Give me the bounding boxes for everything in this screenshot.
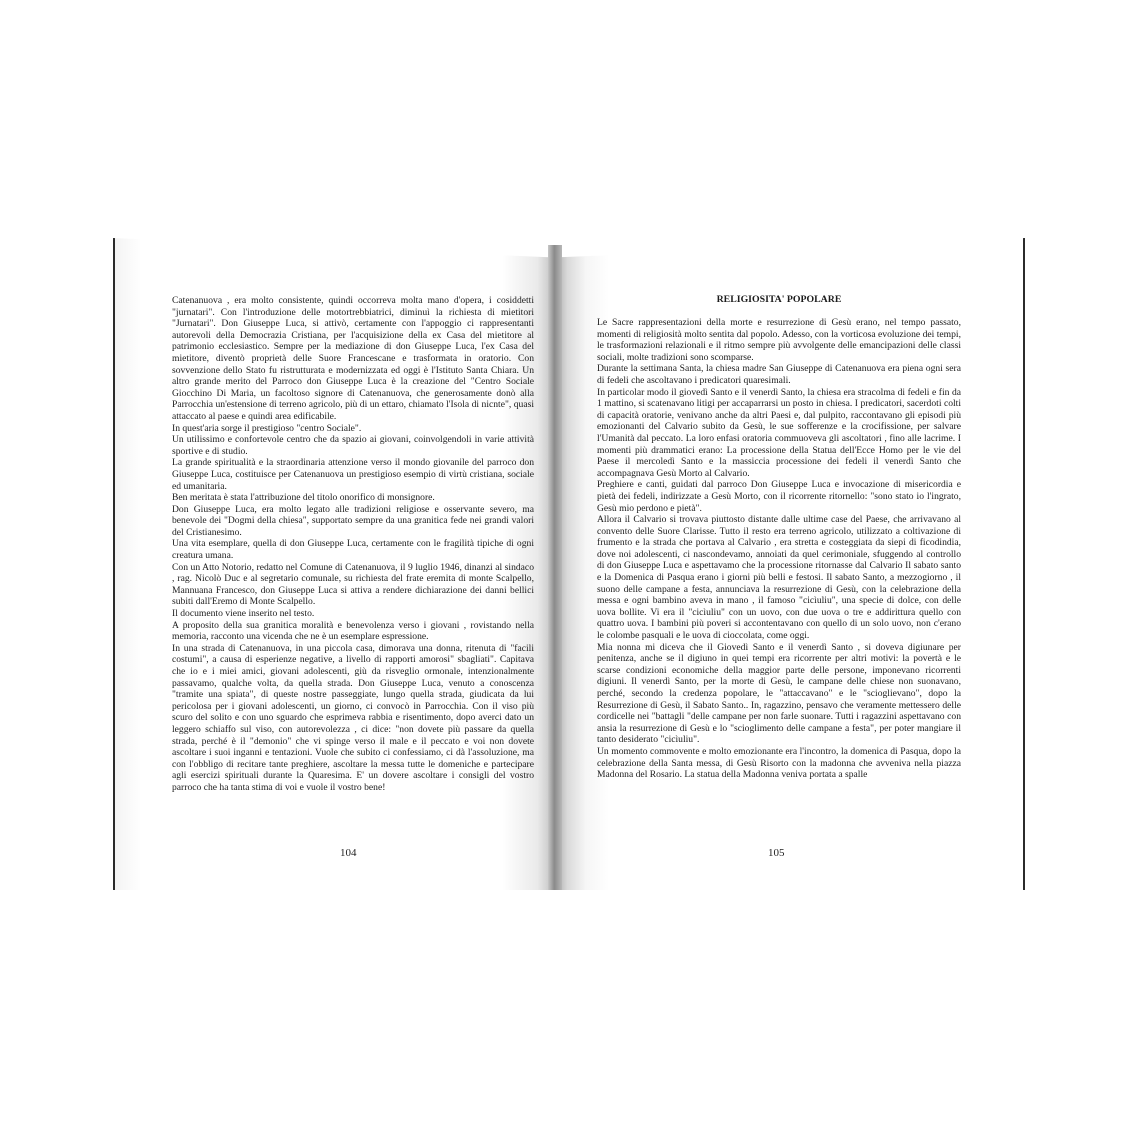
paragraph: Le Sacre rappresentazioni della morte e resurrezione di Gesù erano, nel tempo passato, momenti di religiosità molto sentita dal popolo. Adesso, con la vorticosa evoluzione dei tempi, le trasformazioni relazionali e il ritmo sempre più avvolgente delle emancipazioni delle classi sociali, molte tradizioni sono scomparse. <box>597 317 961 363</box>
paragraph: In quest'aria sorge il prestigioso "centro Sociale". <box>172 422 362 434</box>
page-number-left: 104 <box>340 847 357 859</box>
paragraph: Un utilissimo e confortevole centro che da spazio ai giovani, coinvolgendoli in varie attività sportive e di studio. <box>172 434 534 457</box>
paragraph: Una vita esemplare, quella di don Giuseppe Luca, certamente con le fragilità tipiche di ogni creatura umana. <box>172 538 534 562</box>
paragraph: Il documento viene inserito nel testo. <box>172 608 315 620</box>
chapter-heading: RELIGIOSITA' POPOLARE <box>716 294 842 305</box>
paragraph: Catenanuova , era molto consistente, quindi occorreva molta mano d'opera, i cosiddetti "jurnatari". Con l'introduzione delle motortrebbiatrici, diminuì la richiesta di mietitori "Jurnatari". Don Giuseppe Luca, si attivò, certamente con l'appoggio ci rappresentanti autorevoli della Democrazia Cristiana, per l'acquisizione della ex Casa del mietitore al patrimonio ecclesiastico. Sempre per la mediazione di don Giuseppe Luca, l'ex Casa del mietitore, diventò proprietà delle Suore Francescane e trasformata in oratorio. Con sovvenzione dello Stato fu ristrutturata e modernizzata ed oggi è l'Istituto Santa Chiara. Un altro grande merito del Parroco don Giuseppe Luca è la creazione del "Centro Sociale Giocchino Di Maria, un facoltoso signore di Catenanuova, che generosamente donò alla Parrocchia un'estensione di terreno agricolo, più di un ettaro, chiamato l'Isola di nicnte", quasi attaccato al paese e quindi area edificabile. <box>172 295 534 422</box>
paragraph: Ben meritata è stata l'attribuzione del titolo onorifico di monsignore. <box>172 492 435 504</box>
page-number-right: 105 <box>768 847 785 859</box>
paragraph: Mia nonna mi diceva che il Giovedì Santo e il venerdì Santo , si doveva digiunare per penitenza, anche se il digiuno in quei tempi era ricorrente per altri motivi: la povertà e le scarse condizioni economiche della maggior parte delle persone, imponevano ricorrenti digiuni. Il venerdì Santo, per la morte di Gesù, le campane delle chiese non suonavano, perché, secondo la credenza popolare, le "attaccavano" e le "scioglievano", dopo la Resurrezione di Gesù, il Sabato Santo.. In, ragazzino, pensavo che veramente mettessero delle cordicelle nei "battagli "delle campane per non farle suonare. Tutti i ragazzini aspettavano con ansia la resurrezione di Gesù e lo "scioglimento delle campane a festa", per poter mangiare il tanto desiderato "cicìuliu". <box>597 641 961 746</box>
paragraph: Preghiere e canti, guidati dal parroco Don Giuseppe Luca e invocazione di misericordia e pietà dei fedeli, indirizzate a Gesù Morto, con il ricorrente ritornello: "sono stato io l'ingrato, Gesù mio perdono e pietà". <box>597 479 961 514</box>
book-gutter <box>548 245 562 890</box>
paragraph: In una strada di Catenanuova, in una piccola casa, dimorava una donna, ritenuta di "facili costumi", a causa di esperienze negative, a livello di rapporti amorosi" sbagliati". Capitava che io e i miei amici, giovani adolescenti, giù da risveglio ormonale, intenzionalmente passavamo, qualche volta, da quella strada. Don Giuseppe Luca, venuto a conoscenza "tramite una spiata", di queste nostre passeggiate, lungo quella strada, giudicata da lui pericolosa per i giovani adolescenti, un giorno, ci convocò in Parrocchia. Con il viso più scuro del solito e con uno sguardo che esprimeva rabbia e risentimento, dopo averci dato un leggero schiaffo sul viso, con autorevolezza , ci dice: "non dovete più passare da quella strada, perché è il "demonio" che vi spinge verso il male e il peccato e voi non dovete ascoltare i suoi inganni e tentazioni. Vuole che subito ci confessiamo, ci dà l'assoluzione, ma con l'obbligo di recitare tante preghiere, ascoltare la messa tutte le domeniche e partecipare agli esercizi spirituali durante la Quaresima. E' un dovere ascoltare i consigli del vostro parroco che ha tanta stima di voi e vuole il vostro bene! <box>172 642 534 793</box>
paragraph: Allora il Calvario si trovava piuttosto distante dalle ultime case del Paese, che arrivavano al convento delle Suore Clarisse. Tutto il resto era terreno agricolo, utilizzato a coltivazione di frumento e la strada che portava al Calvario , era stretta e costeggiata da siepi di ficodindia, dove noi adolescenti, ci nascondevamo, annoiati da quel cerimoniale, sfuggendo al controllo di don Giuseppe Luca e aspettavamo che la processione ritornasse dal Calvario Il sabato santo e la Domenica di Pasqua erano i giorni più belli e festosi. Il sabato Santo, a mezzogiorno , il suono delle campane a festa, annunciava la resurrezione di Gesù, con la celebrazione della messa e ogni bambino aveva in mano , il famoso "cicìuliu", una specie di dolce, con delle uova bollite. Vi era il "cicìuliu" con un uovo, con due uova o tre e addirittura quello con quattro uova. I bambini più poveri si accontentavano con quello di un solo uovo, non c'erano le colombe pasquali e le uova di cioccolata, come oggi. <box>597 514 961 642</box>
paragraph: La grande spiritualità e la straordinaria attenzione verso il mondo giovanile del parroco don Giuseppe Luca, costituisce per Catenanuova un prestigioso esempio di virtù cristiana, sociale ed umanitaria. <box>172 457 534 492</box>
paragraph: Don Giuseppe Luca, era molto legato alle tradizioni religiose e osservante severo, ma benevole dei "Dogmi della chiesa", supportato sempre da una granitica fede nei grandi valori del Cristianesimo. <box>172 503 534 538</box>
paragraph: Un momento commovente e molto emozionante era l'incontro, la domenica di Pasqua, dopo la celebrazione della Santa messa, di Gesù Risorto con la madonna che avveniva nella piazza Madonna del Rosario. La statua della Madonna veniva portata a spalle <box>597 745 961 781</box>
paragraph: Durante la settimana Santa, la chiesa madre San Giuseppe di Catenanuova era piena ogni sera di fedeli che ascoltavano i predicatori quaresimali. <box>597 363 961 386</box>
paragraph: A proposito della sua granitica moralità e benevolenza verso i giovani , rovistando nella memoria, racconto una vicenda che ne è un esemplare espressione. <box>172 619 534 643</box>
paragraph: In particolar modo il giovedì Santo e il venerdì Santo, la chiesa era stracolma di fedeli e fin da 1 mattino, si scatenavano litigi per accaparrarsi un posto in chiesa. I predicatori, sacerdoti colti di capacità oratorie, venivano anche da altri Paesi e, dal pulpito, raccontavano gli episodi più emozionanti del Calvario subito da Gesù, le sue sofferenze e la crocifissione, per salvare l'Umanità dal peccato. La loro enfasi oratoria commuoveva gli ascoltatori , fino alle lacrime. I momenti più drammatici erano: La processione della Statua dell'Ecce Homo per le vie del Paese il mercoledì Santo e la massiccia processione dei fedeli il venerdì Santo che accompagnava Gesù Morto al Calvario. <box>597 386 961 479</box>
left-page-text <box>172 295 534 794</box>
right-page-text <box>597 317 961 781</box>
paragraph: Con un Atto Notorio, redatto nel Comune di Catenanuova, il 9 luglio 1946, dinanzi al sindaco , rag. Nicolò Duc e al segretario comunale, su richiesta del frate eremita di monte Scalpello, Mannuana Francesco, don Giuseppe Luca si attiva a rendere dichiarazione dei danni bellici subiti dall'Eremo di Monte Scalpello. <box>172 561 534 608</box>
